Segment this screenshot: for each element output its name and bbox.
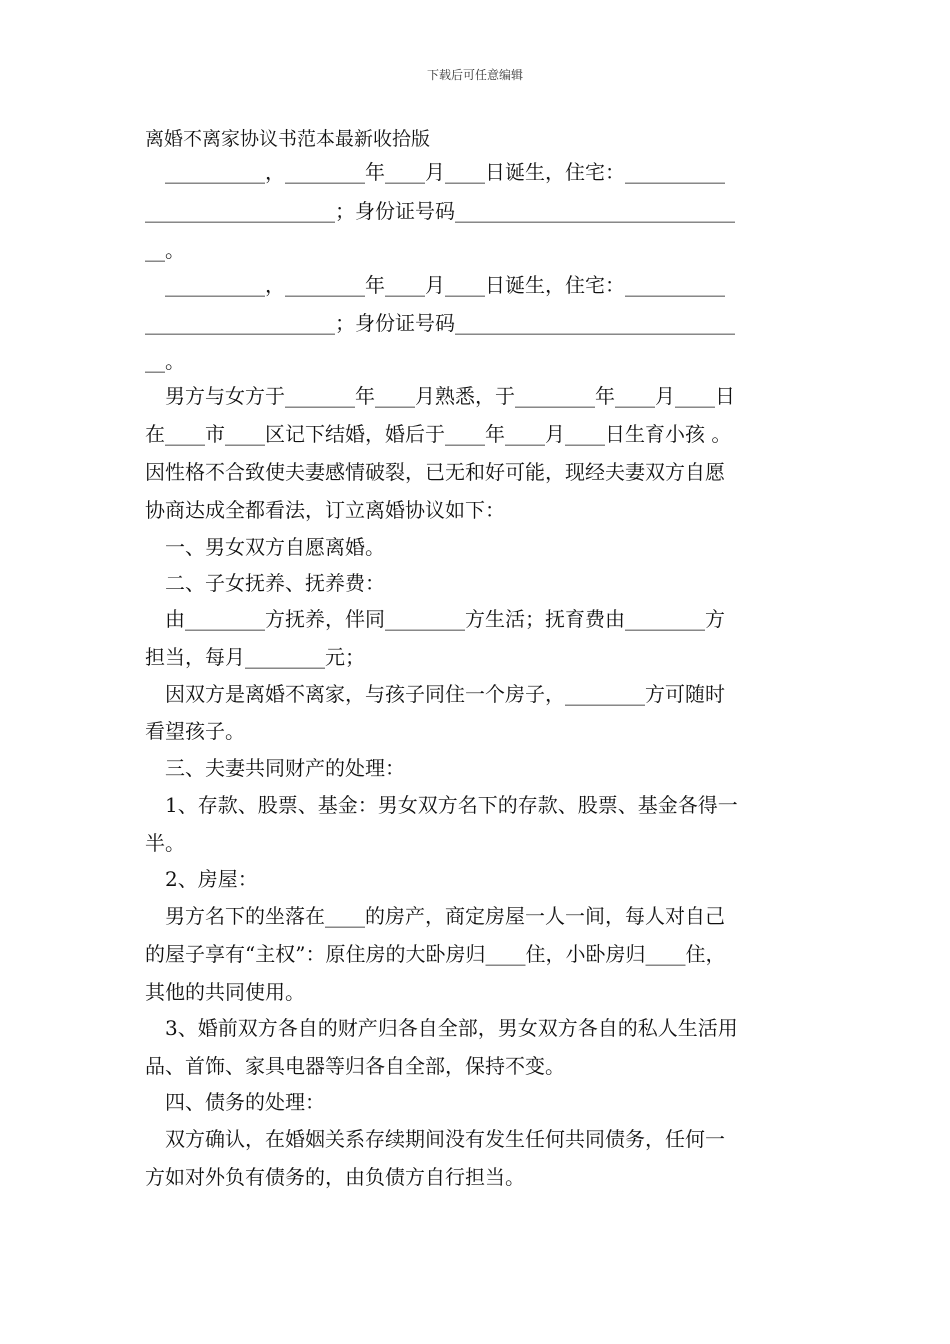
paragraph-line: 双方确认，在婚姻关系存续期间没有发生任何共同债务，任何一: [165, 1127, 725, 1151]
sub-heading: 2、房屋：: [165, 867, 258, 891]
paragraph-line: 由________方抚养，伴同________方生活；抚育费由________方: [165, 607, 725, 631]
paragraph-line: 1、存款、股票、基金：男女双方名下的存款、股票、基金各得一: [165, 793, 738, 817]
party1-end-line: __。: [145, 238, 185, 262]
party2-birth-line: __________，________年____月____日诞生，住宅：__________: [165, 273, 725, 297]
paragraph-line: 因双方是离婚不离家，与孩子同住一个房子，________方可随时: [165, 682, 725, 706]
page-header: 下载后可任意编辑: [426, 68, 523, 82]
paragraph-line: 的屋子享有“主权”：原住房的大卧房归____住，小卧房归____住，: [145, 942, 726, 966]
paragraph-line: 其他的共同使用。: [145, 980, 305, 1004]
paragraph-line: 看望孩子。: [145, 719, 245, 743]
party1-birth-line: __________，________年____月____日诞生，住宅：__________: [165, 160, 725, 184]
party2-id-line: ___________________；身份证号码____________________________: [145, 311, 735, 335]
section-heading: 二、子女抚养、抚养费：: [165, 571, 385, 595]
section-heading: 四、债务的处理：: [165, 1090, 325, 1114]
paragraph-line: 男方与女方于_______年____月熟悉，于________年____月____日: [165, 384, 735, 408]
paragraph-line: 半。: [145, 831, 185, 855]
paragraph-line: 担当，每月________元；: [145, 645, 365, 669]
paragraph-line: 在____市____区记下结婚，婚后于____年____月____日生育小孩 。: [145, 422, 732, 446]
paragraph-line: 因性格不合致使夫妻感情破裂，已无和好可能，现经夫妻双方自愿: [145, 460, 725, 484]
document-title: 离婚不离家协议书范本最新收拾版: [145, 128, 431, 150]
paragraph-line: 方如对外负有债务的，由负债方自行担当。: [145, 1165, 525, 1189]
paragraph-line: 男方名下的坐落在____的房产，商定房屋一人一间，每人对自己: [165, 904, 725, 928]
party2-end-line: __。: [145, 349, 185, 373]
party1-id-line: ___________________；身份证号码____________________________: [145, 199, 735, 223]
section-heading: 三、夫妻共同财产的处理：: [165, 756, 405, 780]
paragraph-line: 品、首饰、家具电器等归各自全部，保持不变。: [145, 1054, 565, 1078]
paragraph-line: 3、婚前双方各自的财产归各自全部，男女双方各自的私人生活用: [165, 1016, 738, 1040]
section-heading: 一、男女双方自愿离婚。: [165, 535, 385, 559]
paragraph-line: 协商达成全都看法，订立离婚协议如下：: [145, 498, 505, 522]
